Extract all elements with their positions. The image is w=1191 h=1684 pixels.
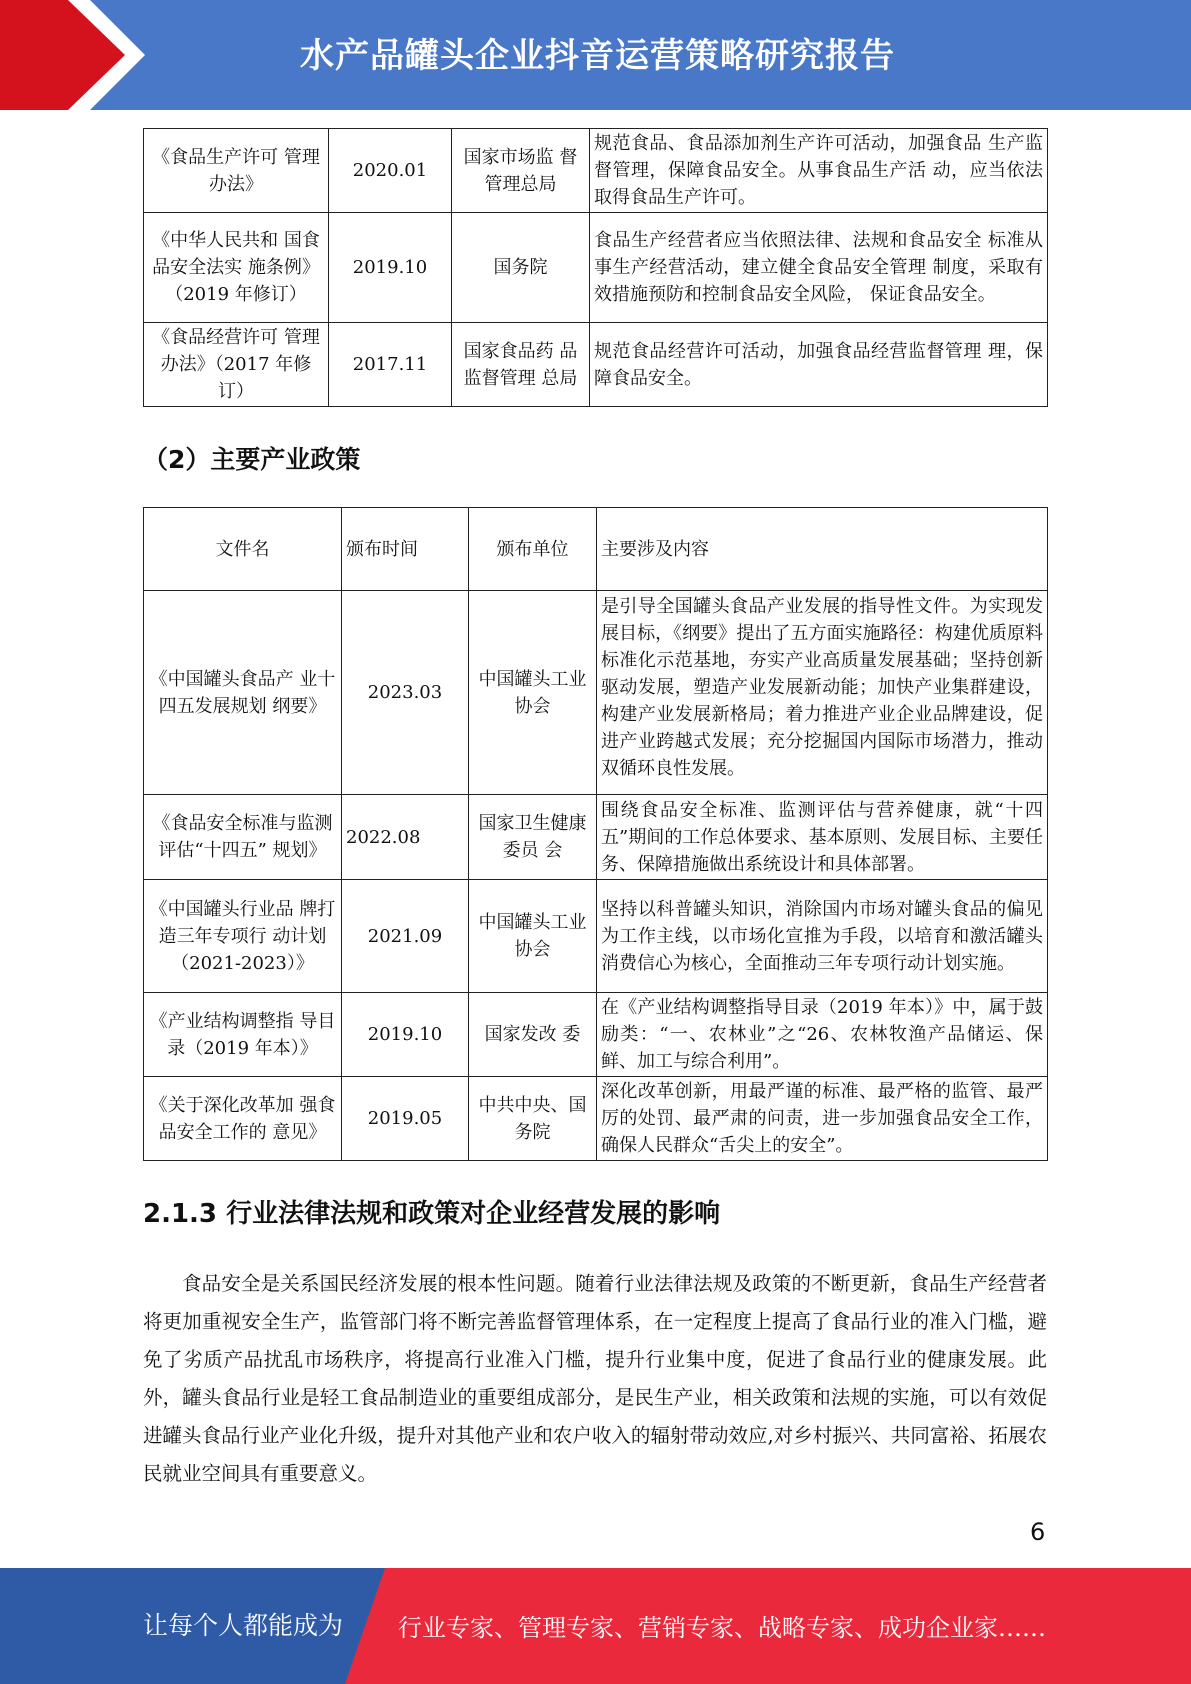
- section-heading-impact: 2.1.3 行业法律法规和政策对企业经营发展的影响: [143, 1199, 721, 1229]
- policy-date: 2022.08: [342, 795, 469, 880]
- law-date: 2019.10: [329, 213, 452, 323]
- report-title: 水产品罐头企业抖音运营策略研究报告: [300, 36, 895, 76]
- policy-date: 2021.09: [342, 880, 469, 993]
- column-header-content: 主要涉及内容: [597, 508, 1048, 591]
- policies-table: [143, 507, 1048, 1161]
- table-row: [144, 993, 1048, 1077]
- policy-content: 坚持以科普罐头知识，消除国内市场对罐头食品的偏见为工作主线，以市场化宣推为手段，以培育和激活罐头消费信心为核心，全面推动三年专项行动计划实施。: [597, 880, 1048, 993]
- table-row: [144, 795, 1048, 880]
- policy-agency: 中共中央、国务院: [469, 1077, 597, 1161]
- table-row: [144, 129, 1048, 213]
- table-row: [144, 1077, 1048, 1161]
- policy-content: [597, 591, 1048, 795]
- policy-name: 《关于深化改革加 强食品安全工作的 意见》: [144, 1077, 342, 1161]
- table-row: [144, 880, 1048, 993]
- body-paragraph: 食品安全是关系国民经济发展的根本性问题。随着行业法律法规及政策的不断更新，食品生产经营者将更加重视安全生产，监管部门将不断完善监督管理体系，在一定程度上提高了食品行业的准入门槛，避免了劣质产品扰乱市场秩序，将提高行业准入门槛，提升行业集中度，促进了食品行业的健康发展。此外，罐头食品行业是轻工食品制造业的重要组成部分，是民生产业，相关政策和法规的实施，可以有效促进罐头食品行业产业化升级，提升对其他产业和农户收入的辐射带动效应,对乡村振兴、共同富裕、拓展农民就业空间具有重要意义。: [143, 1272, 1047, 1485]
- policy-agency: 中国罐头工业协会: [469, 880, 597, 993]
- table-row: [144, 213, 1048, 323]
- page-footer: [0, 1568, 1191, 1684]
- law-name: 《食品生产许可 管理办法》: [144, 129, 329, 213]
- page-header: [0, 0, 1191, 110]
- laws-table: [143, 128, 1048, 407]
- policy-name: 《食品安全标准与监测评估“十四五” 规划》: [144, 795, 342, 880]
- law-agency: 国家市场监 督管理总局: [452, 129, 590, 213]
- policy-name: 《产业结构调整指 导目录（2019 年本）》: [144, 993, 342, 1077]
- footer-slogan-left: 让每个人都能成为: [143, 1611, 344, 1640]
- policy-name: 《中国罐头食品产 业十四五发展规划 纲要》: [144, 591, 342, 795]
- law-content: 规范食品经营许可活动，加强食品经营监督管理 理，保障食品安全。: [590, 323, 1048, 407]
- column-header-date: 颁布时间: [342, 508, 469, 591]
- policy-date: 2019.10: [342, 993, 469, 1077]
- policy-name: 《中国罐头行业品 牌打造三年专项行 动计划（2021-2023）》: [144, 880, 342, 993]
- law-name: 《中华人民共和 国食品安全法实 施条例》（2019 年修订）: [144, 213, 329, 323]
- column-header-name: 文件名: [144, 508, 342, 591]
- policy-date: 2019.05: [342, 1077, 469, 1161]
- policy-agency: 国家卫生健康委员 会: [469, 795, 597, 880]
- policy-content: 深化改革创新，用最严谨的标准、最严格的监管、最严厉的处罚、最严肃的问责，进一步加强食品安全工作，确保人民群众“舌尖上的安全”。: [597, 1077, 1048, 1161]
- law-agency: 国家食品药 品监督管理 总局: [452, 323, 590, 407]
- table-header-row: [144, 508, 1048, 591]
- footer-slogan-right: 行业专家、管理专家、营销专家、战略专家、成功企业家……: [398, 1614, 1046, 1642]
- policy-content: 在《产业结构调整指导目录（2019 年本）》中，属于鼓励类：“一、农林业”之“26、农林牧渔产品储运、保鲜、加工与综合利用”。: [597, 993, 1048, 1077]
- table-row: [144, 591, 1048, 795]
- policy-content: [597, 795, 1048, 880]
- law-date: 2017.11: [329, 323, 452, 407]
- page-number: 6: [1030, 1518, 1046, 1546]
- header-arrow-icon: [0, 0, 160, 110]
- policy-agency: 中国罐头工业协会: [469, 591, 597, 795]
- section-heading-policies: （2）主要产业政策: [143, 445, 361, 474]
- law-agency: 国务院: [452, 213, 590, 323]
- table-row: [144, 323, 1048, 407]
- law-date: 2020.01: [329, 129, 452, 213]
- policy-content-text: 是引导全国罐头食品产业发展的指导性文件。为实现发展目标，《纲要》提出了五方面实施路径：构建优质原料标准化示范基地，夯实产业高质量发展基础；坚持创新驱动发展，塑造产业发展新动能；加快产业集群建设，构建产业发展新格局；着力推进产业企业品牌建设，促进产业跨越式发展；充分挖掘国内国际市场潜力，推动双循环良性发展。: [601, 595, 1043, 779]
- policy-content-text: 围绕食品安全标准、监测评估与营养健康，就“十四五”期间的工作总体要求、基本原则、发展目标、主要任务、保障措施做出系统设计和具体部署。: [601, 799, 1043, 875]
- law-name: 《食品经营许可 管理办法》（2017 年修订）: [144, 323, 329, 407]
- column-header-agency: 颁布单位: [469, 508, 597, 591]
- policy-agency: 国家发改 委: [469, 993, 597, 1077]
- law-content: 食品生产经营者应当依照法律、法规和食品安全 标准从事生产经营活动，建立健全食品安全管理 制度，采取有效措施预防和控制食品安全风险， 保证食品安全。: [590, 213, 1048, 323]
- law-content: 规范食品、食品添加剂生产许可活动，加强食品 生产监督管理，保障食品安全。从事食品生产活 动，应当依法取得食品生产许可。: [590, 129, 1048, 213]
- policy-date: 2023.03: [342, 591, 469, 795]
